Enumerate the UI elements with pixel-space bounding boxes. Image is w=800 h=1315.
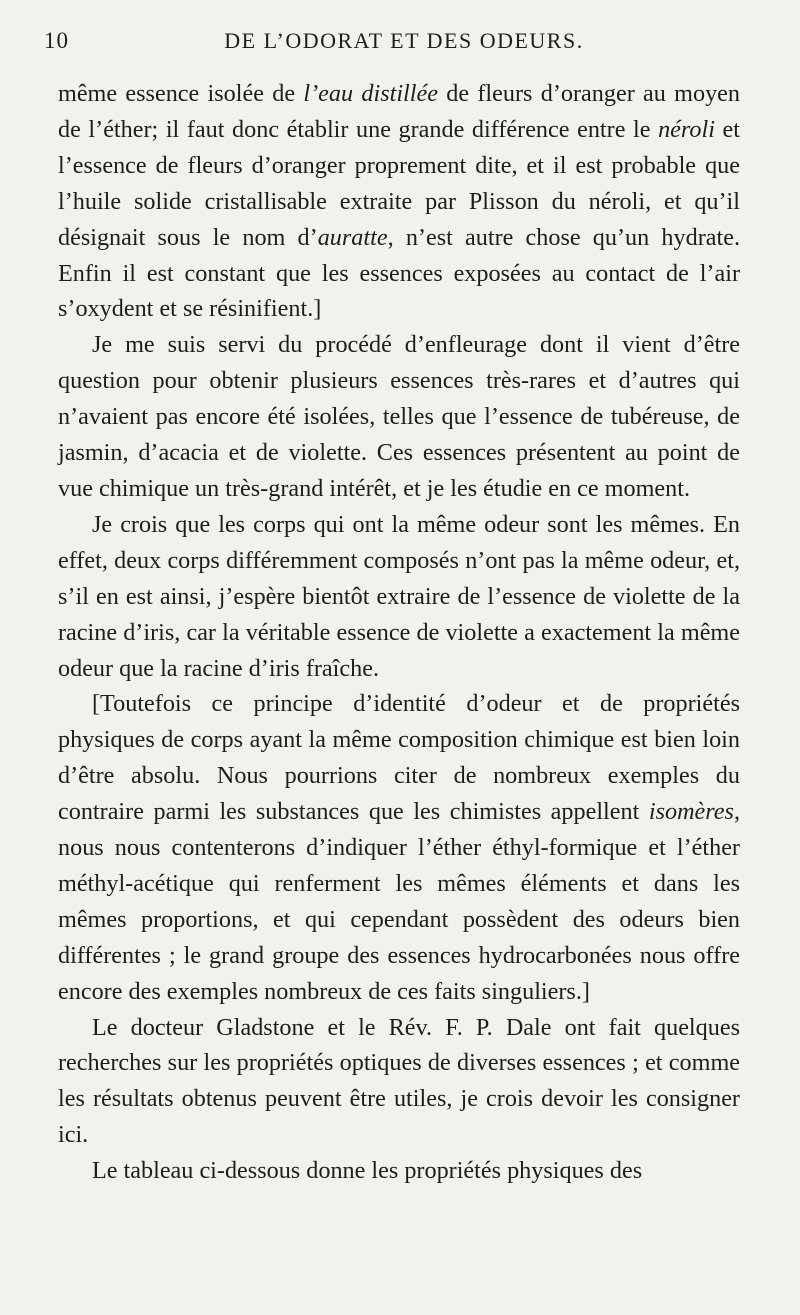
- text-run: , nous nous contenterons d’indiquer l’éther éthyl-formique et l’éther méthyl-acétique qui renferment les mêmes éléments et dans les mêmes proportions, et qui cependant possèdent des odeurs bien différentes ; le grand groupe des essences hydrocarbonées nous offre encore des exemples nombreux de ces faits singuliers.]: [58, 798, 740, 1005]
- italic-term: auratte: [317, 223, 388, 251]
- paragraph: [58, 327, 740, 507]
- italic-term: isomères: [648, 798, 734, 826]
- text-run: de fleurs d’oranger au moyen de l’éther; il faut donc établir une grande différence entre le: [58, 80, 741, 143]
- text-run: même essence isolée de: [58, 80, 304, 107]
- paragraph: [58, 686, 740, 1009]
- text-run: [Toutefois ce principe d’identité d’odeur et de propriétés physiques de corps ayant la même composition chimique est bien loin d’être absolu. Nous pourrions citer de nombreux exemples du contraire parmi les substances que les chimistes appellent: [58, 690, 740, 826]
- text-run: , n’est autre chose qu’un hydrate. Enfin il est constant que les essences exposées au contact de l’air s’oxydent et se résinifient.]: [58, 223, 740, 323]
- paragraph: [58, 507, 740, 687]
- paragraph: [58, 76, 740, 327]
- text-run: Je me suis servi du procédé d’enfleurage dont il vient d’être question pour obtenir plusieurs essences très-rares et d’autres qui n’avaient pas encore été isolées, telles que l’essence de tubéreuse, de jasmin, d’acacia et de violette. Ces essences présentent au point de vue chimique un très-grand intérêt, et je les étudie en ce moment.: [58, 331, 740, 502]
- text-run: et l’essence de fleurs d’oranger proprement dite, et il est probable que l’huile solide cristallisable extraite par Plisson du néroli, et qu’il désignait sous le nom d’: [58, 115, 740, 251]
- text-run: Le tableau ci-dessous donne les propriétés physiques des: [92, 1157, 643, 1185]
- page-number: 10: [44, 28, 69, 53]
- text-run: Le docteur Gladstone et le Rév. F. P. Dale ont fait quelques recherches sur les propriétés optiques de diverses essences ; et comme les résultats obtenus peuvent être utiles, je crois devoir les consigner ici.: [58, 1013, 740, 1149]
- italic-term: l’eau distillée: [303, 80, 438, 107]
- text-run: Je crois que les corps qui ont la même odeur sont les mêmes. En effet, deux corps différemment composés n’ont pas la même odeur, et, s’il en est ainsi, j’espère bientôt extraire de l’essence de violette de la racine d’iris, car la véritable essence de violette a exactement la même odeur que la racine d’iris fraîche.: [58, 510, 740, 682]
- body-text: [58, 76, 740, 1189]
- paragraph: [58, 1010, 740, 1154]
- page-header: [44, 28, 780, 68]
- paragraph: [58, 1153, 740, 1189]
- italic-term: néroli: [658, 115, 715, 143]
- running-title: DE L’ODORAT ET DES ODEURS.: [224, 28, 584, 53]
